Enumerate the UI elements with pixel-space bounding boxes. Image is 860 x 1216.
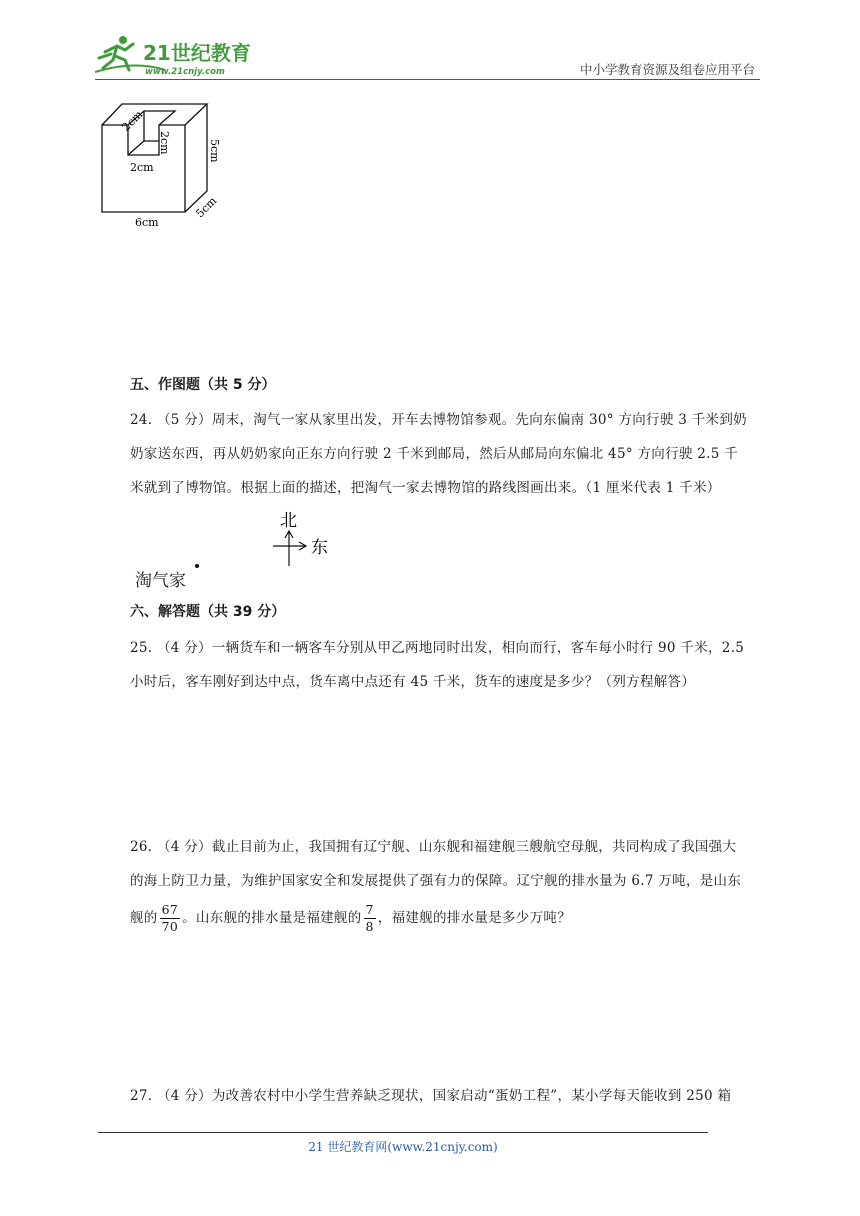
- site-logo: [95, 30, 265, 80]
- q24-line-3: 米就到了博物馆。根据上面的描述，把淘气一家去博物馆的路线图画出来。（1 厘米代表 1 千米）: [130, 480, 721, 496]
- header-divider: [95, 79, 760, 80]
- compass-icon: [265, 508, 345, 570]
- compass-east-label: 东: [311, 538, 328, 558]
- label-notch-depth: 2cm: [158, 131, 171, 155]
- home-label: 淘气家: [135, 571, 186, 591]
- fraction-67-70: $\frac{67}{70}$: [161, 901, 179, 934]
- question-24: [130, 403, 800, 505]
- q26-line-1: 26. （4 分）截止目前为止，我国拥有辽宁舰、山东舰和福建舰三艘航空母舰，共同构成了我国强大: [130, 839, 737, 855]
- logo-sub-text: www.21cnjy.com: [145, 67, 225, 77]
- home-point: [195, 564, 199, 568]
- q24-line-2: 奶家送东西，再从奶奶家向正东方向行驶 2 千米到邮局，然后从邮局向东偏北 45° 方向行驶 2.5 千: [130, 446, 739, 462]
- q27-line-1: 27. （4 分）为改善农村中小学生营养缺乏现状，国家启动“蛋奶工程”，某小学每天能收到 250 箱: [130, 1088, 732, 1104]
- q25-line-1: 25. （4 分）一辆货车和一辆客车分别从甲乙两地同时出发，相向而行，客车每小时行 90 千米，2.5: [130, 640, 745, 656]
- label-top-notch: 2cm: [119, 107, 146, 134]
- right-face: [185, 104, 207, 212]
- label-notch-width: 2cm: [130, 161, 154, 174]
- q26-line-2: 的海上防卫力量，为维护国家安全和发展提供了强有力的保障。辽宁舰的排水量为 6.7 万吨，是山东: [130, 873, 742, 889]
- label-height: 5cm: [208, 139, 221, 163]
- fraction-7-8: $\frac{7}{8}$: [365, 901, 374, 934]
- question-25: [130, 631, 800, 699]
- section-6-title: 六、解答题（共 39 分）: [130, 604, 286, 620]
- label-depth: 5cm: [193, 194, 220, 221]
- q24-line-1: 24. （5 分）周末，淘气一家从家里出发，开车去博物馆参观。先向东偏南 30° 方向行驶 3 千米到奶: [130, 412, 747, 428]
- footer-divider: [98, 1132, 708, 1133]
- question-26: [130, 830, 800, 938]
- label-width: 6cm: [135, 216, 159, 229]
- logo-main-text: 21世纪教育: [143, 41, 251, 65]
- question-27: [130, 1079, 800, 1113]
- top-face: [102, 104, 207, 125]
- compass-north-label: 北: [280, 511, 297, 531]
- footer-text: 21 世纪教育网(www.21cnjy.com): [308, 1140, 498, 1154]
- q26-line-3: 舰的 $\frac{67}{70}$ 。山东舰的排水量是福建舰的 $\frac{7}{8}$ ，福建舰的排水量是多少万吨？: [130, 901, 571, 934]
- solid-figure-diagram: [95, 95, 235, 235]
- section-5-title: 五、作图题（共 5 分）: [130, 377, 276, 393]
- q25-line-2: 小时后，客车刚好到达中点，货车离中点还有 45 千米，货车的速度是多少？（列方程解答）: [130, 674, 696, 690]
- platform-name: 中小学教育资源及组卷应用平台: [579, 62, 755, 77]
